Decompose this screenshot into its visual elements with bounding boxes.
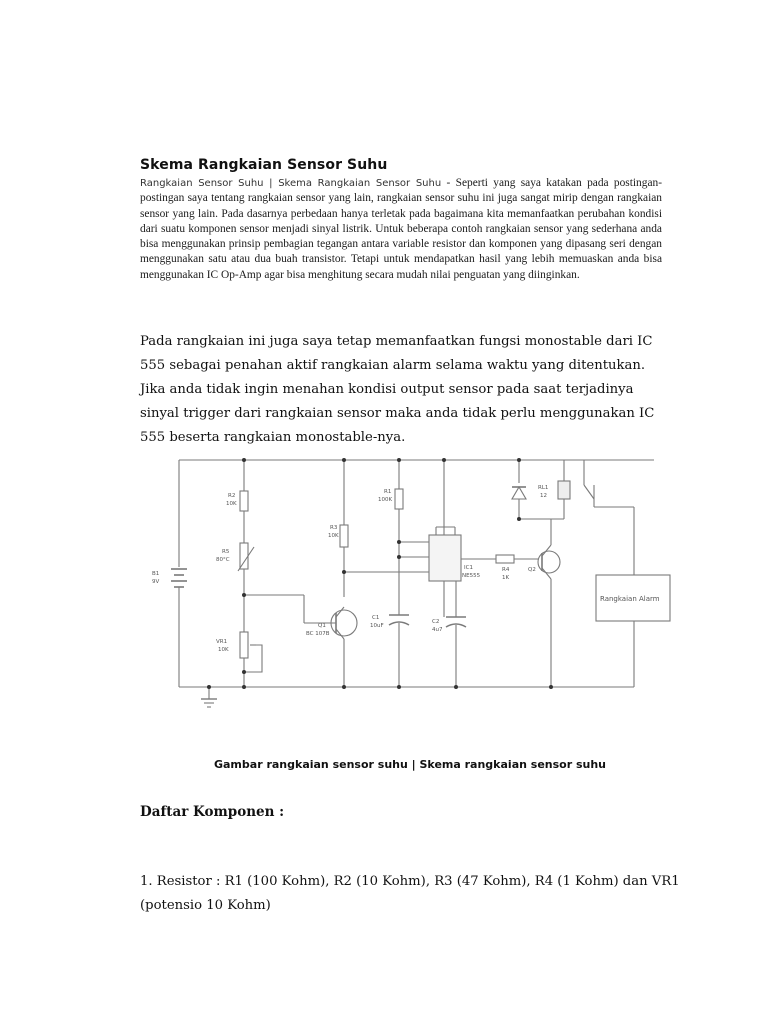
label-c2: C2 <box>432 619 440 625</box>
intro-body: - Seperti yang saya katakan pada postingan-postingan saya tentang rangkaian sensor yang lain, rangkaian sensor suhu ini juga sangat mirip dengan rangkaian sensor yang lain. Pada dasarnya perbedaan hanya terletak pada bagaimana kita memanfaatkan perubahan kondisi dari suatu komponen sensor menjadi sinyal listrik. Untuk beberapa contoh rangkaian sensor yang sederhana anda bisa menggunakan prinsip pembagian tegangan antara variable resistor dan komponen yang dipasang seri dengan menggunakan satu atau dua buah transistor. Tetapi untuk mendapatkan hasil yang lebih memuaskan anda bisa menggunakan IC Op-Amp agar bisa menghitung secara mudah nilai penguatan yang diinginkan. <box>140 177 662 281</box>
label-alarm: Rangkaian Alarm <box>600 595 660 603</box>
figure-caption: Gambar rangkaian sensor suhu | Skema rangkaian sensor suhu <box>213 758 607 771</box>
label-r4: R4 <box>502 567 510 573</box>
label-b1-val: 9V <box>152 579 160 585</box>
label-c1: C1 <box>372 615 380 621</box>
resistor-r4 <box>496 555 514 563</box>
components-heading: Daftar Komponen : <box>140 804 285 820</box>
label-b1: B1 <box>152 571 160 577</box>
label-r1: R1 <box>384 489 392 495</box>
label-r3-val: 10K <box>328 533 339 539</box>
label-r5-val: 80°C <box>216 557 230 563</box>
relay-switch <box>584 485 594 499</box>
label-rl1-val: 12 <box>540 493 547 499</box>
intro-paragraph <box>140 176 662 283</box>
label-r3: R3 <box>330 525 338 531</box>
ic-ne555 <box>429 535 461 581</box>
resistor-r3 <box>340 525 348 547</box>
label-c2-val: 4u7 <box>432 627 443 633</box>
relay-coil <box>558 481 570 499</box>
label-q1: Q1 <box>318 623 326 629</box>
schematic-svg <box>144 447 676 729</box>
label-ic1-val: NE555 <box>462 573 481 579</box>
body-paragraph: Pada rangkaian ini juga saya tetap memanfaatkan fungsi monostable dari IC 555 sebagai penahan aktif rangkaian alarm selama waktu yang ditentukan. Jika anda tidak ingin menahan kondisi output sensor pada saat terjadinya sinyal trigger dari rangkaian sensor maka anda tidak perlu menggunakan IC 555 beserta rangkaian monostable-nya. <box>140 334 655 445</box>
intro-lead: Rangkaian Sensor Suhu | Skema Rangkaian Sensor Suhu <box>140 178 442 189</box>
label-r4-val: 1K <box>502 575 510 581</box>
label-q2: Q2 <box>528 567 536 573</box>
document-title: Skema Rangkaian Sensor Suhu <box>140 157 388 173</box>
label-r2: R2 <box>228 493 236 499</box>
label-c1-val: 10uF <box>370 623 384 629</box>
label-r5: R5 <box>222 549 230 555</box>
thermistor-r5 <box>240 543 248 569</box>
label-ic1: IC1 <box>464 565 473 571</box>
label-vr1-val: 10K <box>218 647 229 653</box>
circuit-schematic <box>144 447 676 729</box>
resistor-r1 <box>395 489 403 509</box>
label-rl1: RL1 <box>538 485 549 491</box>
label-r1-val: 100K <box>378 497 393 503</box>
label-r2-val: 10K <box>226 501 237 507</box>
diode <box>512 487 526 499</box>
components-item-1: 1. Resistor : R1 (100 Kohm), R2 (10 Kohm), R3 (47 Kohm), R4 (1 Kohm) dan VR1 (potensio 10 Kohm) <box>140 874 680 913</box>
resistor-r2 <box>240 491 248 511</box>
label-vr1: VR1 <box>216 639 228 645</box>
label-q1-val: BC 107B <box>306 631 330 637</box>
potentiometer-vr1 <box>240 632 248 658</box>
